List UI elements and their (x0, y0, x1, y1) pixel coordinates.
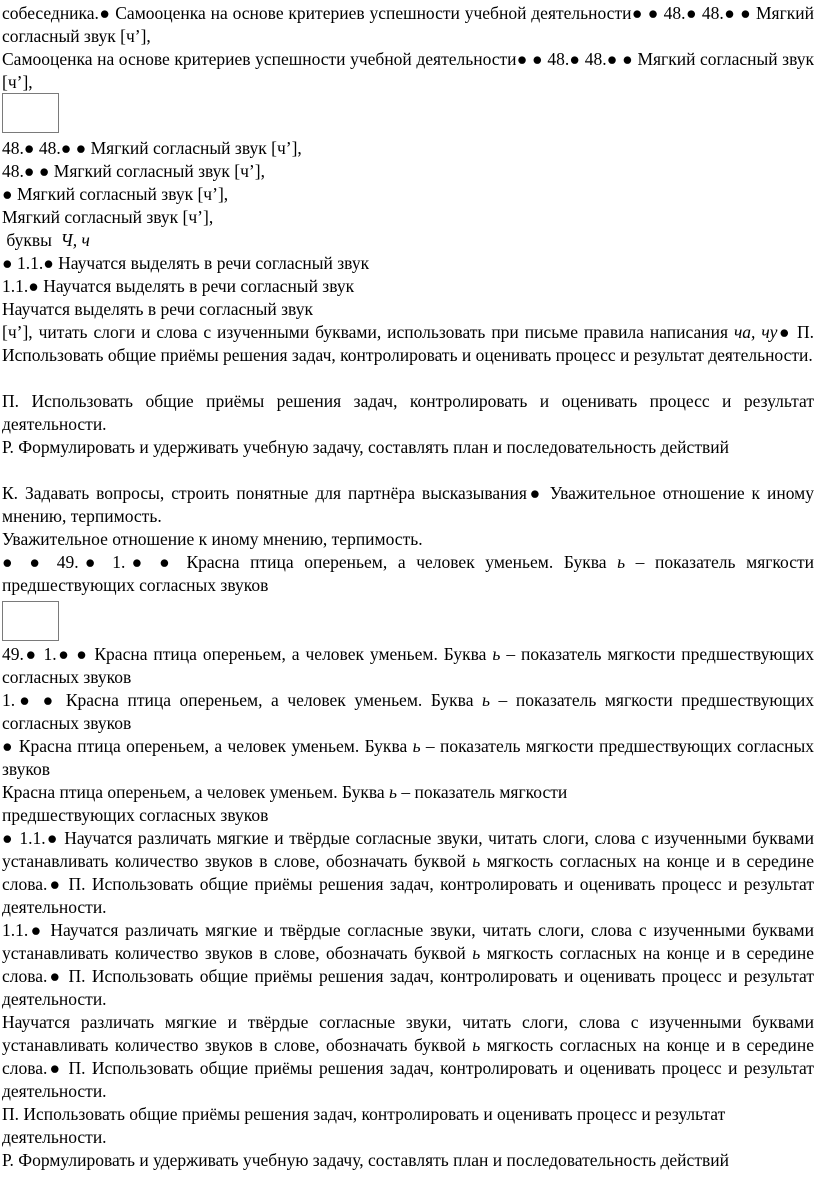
paragraph: 1.1.● Научатся различать мягкие и твёрдые согласные звуки, читать слоги, слова с изученными буквами устанавливать количество звуков в слове, обозначать буквой ь мягкость согласных на конце и в середине слова.● П. Использовать общие приёмы решения задач, контролировать и оценивать процесс и результат деятельности. (2, 920, 814, 1009)
paragraph: [ч’], читать слоги и слова с изученными буквами, использовать при письме правила написания ча, чу● П. Использовать общие приёмы решения задач, контролировать и оценивать процесс и результат деятельности. (2, 322, 814, 365)
paragraph: буквы Ч, ч (2, 230, 90, 250)
paragraph: ● Мягкий согласный звук [ч’], (2, 184, 229, 204)
paragraph: ● ● 49.● 1.● ● Красна птица опереньем, а человек уменьем. Буква ь – показатель мягкости предшествующих согласных звуков (2, 552, 814, 595)
paragraph: Уважительное отношение к иному мнению, терпимость. (2, 529, 423, 549)
paragraph: 1.1.● Научатся выделять в речи согласный звук (2, 276, 355, 296)
paragraph: Р. Формулировать и удерживать учебную задачу, составлять план и последовательность действий (2, 1150, 729, 1170)
paragraph: Красна птица опереньем, а человек уменьем. Буква ь – показатель мягкости предшествующих согласных звуков (2, 782, 568, 825)
paragraph: ● 1.1.● Научатся различать мягкие и твёрдые согласные звуки, читать слоги, слова с изученными буквами устанавливать количество звуков в слове, обозначать буквой ь мягкость согласных на конце и в середине слова.● П. Использовать общие приёмы решения задач, контролировать и оценивать процесс и результат деятельности. (2, 828, 814, 917)
empty-box (2, 601, 59, 641)
paragraph: Мягкий согласный звук [ч’], (2, 207, 214, 227)
paragraph: ● Красна птица опереньем, а человек уменьем. Буква ь – показатель мягкости предшествующих согласных звуков (2, 736, 814, 779)
paragraph: Научатся выделять в речи согласный звук (2, 299, 313, 319)
paragraph: Научатся различать мягкие и твёрдые согласные звуки, читать слоги, слова с изученными буквами устанавливать количество звуков в слове, обозначать буквой ь мягкость согласных на конце и в середине слова.● П. Использовать общие приёмы решения задач, контролировать и оценивать процесс и результат деятельности. (2, 1012, 814, 1101)
paragraph: К. Задавать вопросы, строить понятные для партнёра высказывания● Уважительное отношение к иному мнению, терпимость. (2, 483, 814, 526)
paragraph: 1.● ● Красна птица опереньем, а человек уменьем. Буква ь – показатель мягкости предшествующих согласных звуков (2, 690, 814, 733)
paragraph: Р. Формулировать и удерживать учебную задачу, составлять план и последовательность действий (2, 437, 729, 457)
paragraph: собеседника.● Самооценка на основе критериев успешности учебной деятельности● ● 48.● 48.● ● Мягкий согласный звук [ч’], (2, 3, 814, 46)
empty-box (2, 93, 59, 133)
paragraph: 48.● 48.● ● Мягкий согласный звук [ч’], (2, 138, 302, 158)
paragraph: П. Использовать общие приёмы решения задач, контролировать и оценивать процесс и результат деятельности. (2, 1104, 726, 1147)
paragraph: П. Использовать общие приёмы решения задач, контролировать и оценивать процесс и результат деятельности. (2, 391, 814, 434)
paragraph: 48.● ● Мягкий согласный звук [ч’], (2, 161, 265, 181)
paragraph: Самооценка на основе критериев успешности учебной деятельности● ● 48.● 48.● ● Мягкий согласный звук [ч’], (2, 49, 814, 92)
paragraph: 49.● 1.● ● Красна птица опереньем, а человек уменьем. Буква ь – показатель мягкости предшествующих согласных звуков (2, 644, 814, 687)
paragraph: ● 1.1.● Научатся выделять в речи согласный звук (2, 253, 370, 273)
